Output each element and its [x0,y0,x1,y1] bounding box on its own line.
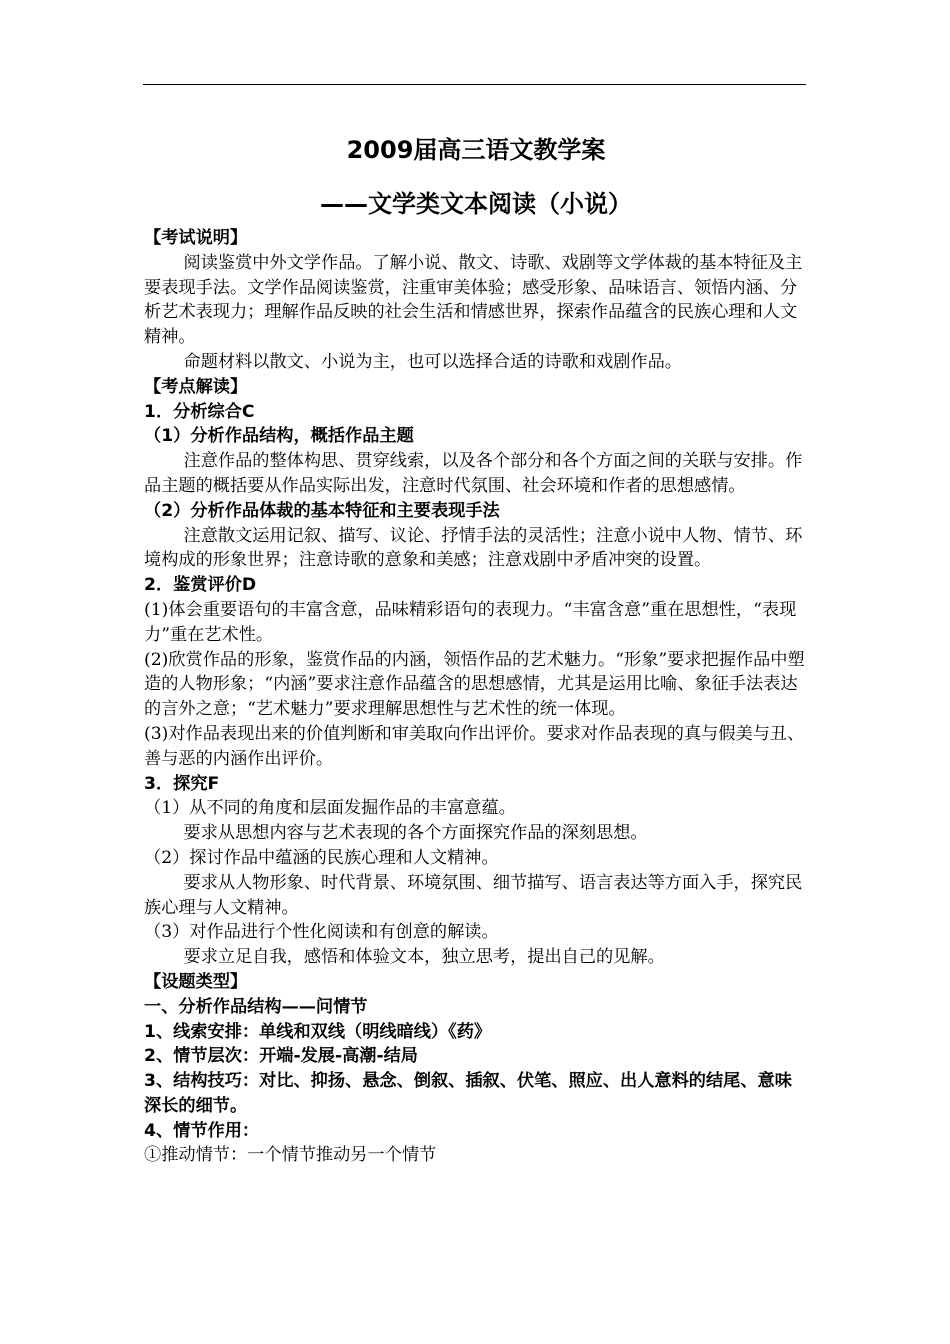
type-item-1-text: 1、线索安排：单线和双线（明线暗线）《药》 [144,1021,492,1042]
point-paragraph-3b: 要求从人物形象、时代背景、环境氛围、细节描写、语言表达等方面入手，探究民族心理与人文精神。 [144,872,803,918]
point-heading-2: 2．鉴赏评价D [144,575,257,596]
point-subheading-1a: （1）分析作品结构，概括作品主题 [144,426,414,447]
point-paragraph-2a: (1)体会重要语句的丰富含意，品味精彩语句的表现力。“丰富含意”重在思想性，“表现力”重在艺术性。 [144,599,797,645]
section-heading-types: 【设题类型】 [144,971,248,992]
point-paragraph-3a: 要求从思想内容与艺术表现的各个方面探究作品的深刻思想。 [183,823,648,844]
exam-paragraph-2: 命题材料以散文、小说为主，也可以选择合适的诗歌和戏剧作品。 [183,351,682,372]
section-heading-exam: 【考试说明】 [144,228,248,248]
point-paragraph-3c: 要求立足自我，感悟和体验文本，独立思考，提出自己的见解。 [183,947,665,968]
exam-paragraph-1: 阅读鉴赏中外文学作品。了解小说、散文、诗歌、戏剧等文学体裁的基本特征及主要表现手法。文学作品阅读鉴赏，注重审美体验；感受形象、品味语言、领悟内涵、分析艺术表现力；理解作品反映的社会生活和情感世界，探索作品蕴含的民族心理和人文精神。 [144,252,803,348]
type-item-2 [144,1044,808,1069]
type-item-4a: ①推动情节：一个情节推动另一个情节 [144,1145,437,1166]
point-paragraph-1a: 注意作品的整体构思、贯穿线索，以及各个部分和各个方面之间的关联与安排。作品主题的概括要从作品实际出发，注意时代氛围、社会环境和作者的思想感情。 [144,451,803,496]
point-subheading-3a: （1）从不同的角度和层面发掘作品的丰富意蕴。 [144,798,516,819]
type-item-3-text: 3、结构技巧：对比、抑扬、悬念、倒叙、插叙、伏笔、照应、出人意料的结尾、意味深长的细节。 [144,1071,792,1116]
point-subheading-3b: （2）探讨作品中蕴涵的民族心理和人文精神。 [144,847,499,868]
point-paragraph-1b: 注意散文运用记叙、描写、议论、抒情手法的灵活性；注意小说中人物、情节、环境构成的形象世界；注意诗歌的意象和美感；注意戏剧中矛盾冲突的设置。 [144,525,803,571]
type-item-4: 4、情节作用： [144,1120,260,1141]
point-paragraph-2b: (2)欣赏作品的形象，鉴赏作品的内涵，领悟作品的艺术魅力。“形象”要求把握作品中塑造的人物形象；“内涵”要求注意作品蕴含的思想感情，尤其是运用比喻、象征手法表达的言外之意；“艺术魅力”要求理解思想性与艺术性的统一体现。 [144,649,805,720]
document-subtitle: ——文学类文本阅读（小说） [320,190,632,218]
type-item-1 [144,1020,808,1045]
document-body [144,130,808,1168]
type-heading-1: 一、分析作品结构——问情节 [144,996,368,1017]
document-title: 2009届高三语文教学案 [346,136,606,164]
section-heading-points: 【考点解读】 [144,376,248,397]
point-paragraph-2c: (3)对作品表现出来的价值判断和审美取向作出评价。要求对作品表现的真与假美与丑、善与恶的内涵作出评价。 [144,723,805,769]
point-subheading-3c: （3）对作品进行个性化阅读和有创意的解读。 [144,922,499,943]
point-subheading-1b: （2）分析作品体裁的基本特征和主要表现手法 [144,500,500,521]
header-rule [143,84,806,85]
point-heading-3: 3．探究F [144,773,220,794]
type-item-3 [144,1069,808,1119]
point-heading-1: 1．分析综合C [144,401,255,422]
type-item-2-text: 2、情节层次：开端-发展-高潮-结局 [144,1046,418,1067]
